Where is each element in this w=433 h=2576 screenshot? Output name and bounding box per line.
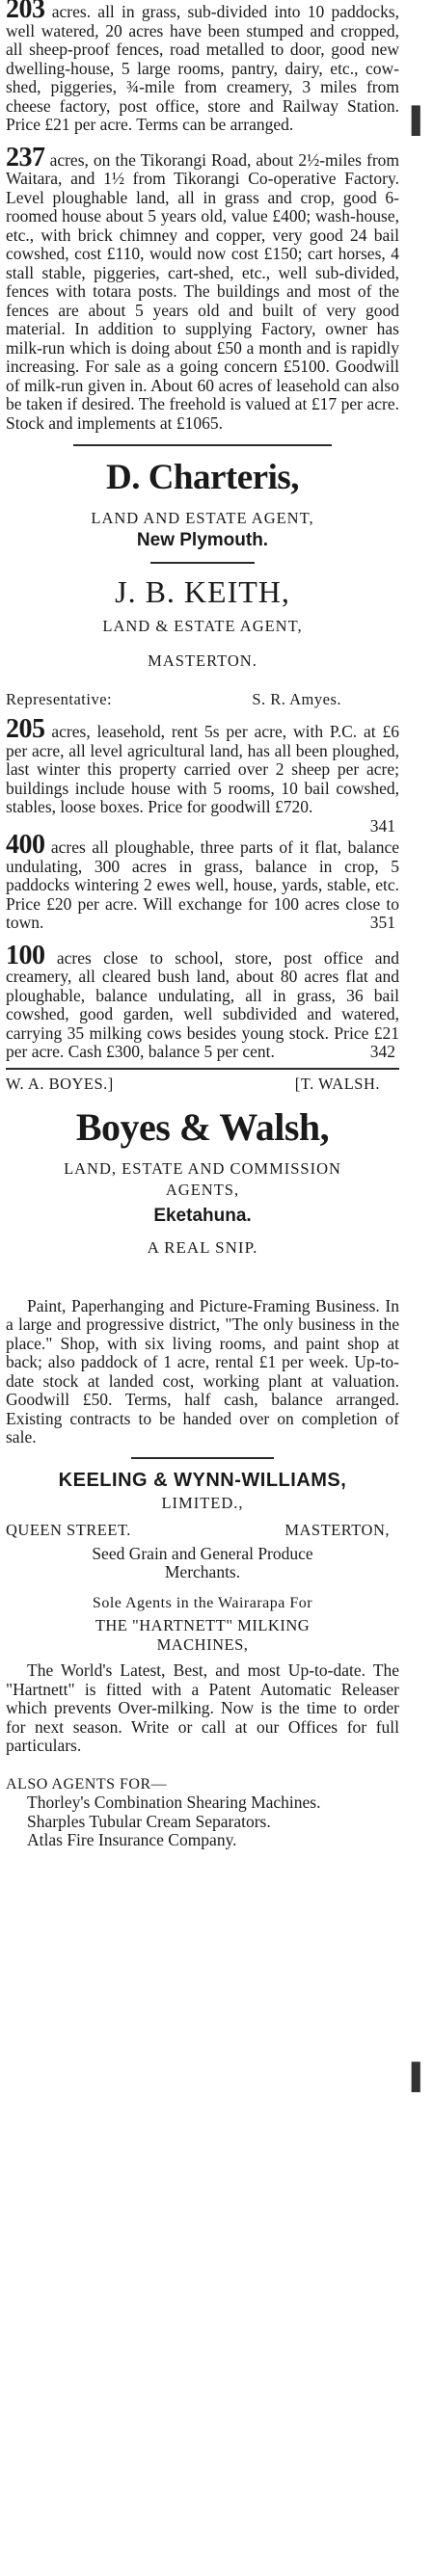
listing-205-body [6,714,400,817]
divider [150,562,255,564]
keith-representative [6,689,370,710]
listing-100-ref: 342 [369,1042,395,1061]
boyes-walsh-town: Eketahuna. [153,1205,252,1226]
keith-rep-label: Representative: [6,690,113,708]
keeling-also-item-2: Sharples Tubular Cream Separators. [27,1811,271,1831]
listing-203-number: 203 [6,0,45,24]
keeling-agents-line: Sole Agents in the Wairarapa For [92,1594,313,1611]
keeling-town: MASTERTON, [284,1520,390,1539]
charteris-name: D. Charteris, [105,458,300,497]
divider [73,444,332,446]
listing-203-body [6,0,399,135]
listing-205-number: 205 [6,714,45,744]
keeling-line-1: Seed Grain and General Produce [92,1543,313,1563]
partner-left: W. A. BOYES.] [6,1074,114,1093]
advertisement-column [6,0,399,1850]
listing-237-body [6,142,400,434]
listing-237-number: 237 [6,142,45,173]
listing-400 [6,830,399,933]
boyes-walsh-text: Paint, Paperhanging and Picture-Framing Business. In a large and progressive district, "The only business in the place." Shop, with six living rooms, and paint shop at back; also paddock of 1 acre, rental £1 per week. Up-to-date stock at landed cost, working plant at valuation. Goodwill £50. Terms, half cash, balance arranged. Existing contracts to be handed over on completion of sale. [6,1295,399,1447]
keith-name: J. B. KEITH, [115,574,290,609]
partner-names [6,1074,399,1095]
listing-203-text: acres. all in grass, sub-divided into 10 paddocks, well watered, 20 acres have been stumped and cropped, all sheep-proof fences, road metalled to door, good new dwelling-house, 5 large rooms, pantry, dairy, etc., cow-shed, piggeries, ¾-mile from creamery, 3 miles from cheese factory, post office, store and Railway Station. Price £21 per acre. Terms can be arranged. [6,2,400,134]
keeling-limited: LIMITED., [161,1493,244,1512]
listing-400-ref: 351 [369,913,395,932]
keeling-name: KEELING & WYNN-WILLIAMS, [58,1469,347,1491]
keith-role: LAND & ESTATE AGENT, [102,617,303,635]
boyes-walsh-role-1: LAND, ESTATE AND COMMISSION [64,1158,341,1178]
listing-100-number: 100 [6,940,45,970]
listing-400-number: 400 [6,830,45,860]
keeling-line-2: Merchants. [164,1562,241,1581]
listing-205 [6,714,400,836]
listing-237-text: acres, on the Tikorangi Road, about 2½-miles from Waitara, and 1½ from Tikorangi Co-operative Factory. Level ploughable land, all in grass and crop, good 6-roomed house about 5 years old, value £400; wash-house, etc., with brick chimney and copper, very good 24 bail cowshed, cost £110, would now cost £150; cart horses, 4 stall stable, piggeries, cart-shed, etc., well sub-divided, fences with totara posts. The buildings and most of the fences are about 5 years old and built of very good material. In addition to supplying Factory, owner has milk-run which is doing about £50 a month and is rapidly increasing. For sale as a going concern £5100. Goodwill of milk-run given in. About 60 acres of leasehold can also be taken if desired. The freehold is valued at £17 per acre. Stock and implements at £1065. [6,149,400,433]
neighbour-column-fragment: ▌ [411,106,429,134]
partner-right: [T. WALSH. [294,1074,380,1093]
keeling-also-label: ALSO AGENTS FOR— [6,1775,168,1793]
listing-100-body [6,940,399,1062]
listing-400-text: acres all ploughable, three parts of it flat, balance undulating, 300 acres in grass, balance in crop, 5 paddocks wintering 2 ewes well, house, yards, stable, etc. Price £20 per acre. Will exchange for 100 acres close to town. [6,837,399,932]
keeling-also-item-3: Atlas Fire Insurance Company. [27,1830,237,1849]
charteris-town: New Plymouth. [136,530,269,550]
keeling-product-1: THE "HARTNETT" MILKING [95,1616,311,1634]
keith-town: MASTERTON. [148,651,257,670]
keeling-advert [6,1469,399,1850]
keith-rep-name: S. R. Amyes. [252,690,341,708]
boyes-walsh-advert [6,1074,399,1447]
keeling-text: The World's Latest, Best, and most Up-to-date. The "Hartnett" is fitted with a Patent Automatic Releaser which prevents Over-milking. Now is the time to order for next season. Write or call at our Offices for full particulars. [6,1660,399,1755]
listing-205-ref: 341 [369,815,395,836]
boyes-walsh-name: Boyes & Walsh, [75,1104,330,1149]
charteris-advert [6,458,399,552]
keeling-product-2: MACHINES, [156,1634,249,1654]
boyes-walsh-headline: A REAL SNIP. [147,1237,258,1257]
listing-100 [6,940,399,1062]
listing-400-body [6,830,399,933]
divider [6,1068,399,1070]
keith-advert [6,573,399,710]
listing-237 [6,142,400,434]
keeling-also-item-1: Thorley's Combination Shearing Machines. [27,1793,321,1812]
divider [131,1457,274,1459]
charteris-role: LAND AND ESTATE AGENT, [91,509,314,527]
neighbour-column-fragment: ▌ [411,2062,429,2090]
keeling-street: QUEEN STREET. [6,1520,131,1539]
listing-203 [6,0,399,135]
keeling-address [6,1520,399,1541]
listing-205-text: acres, leasehold, rent 5s per acre, with P.C. at £6 per acre, all level agricultural land, has all been ploughed, last winter this property carried over 2 sheep per acre; buildings include house with 5 rooms, 10 bail cowshed, stables, loose boxes. Price for goodwill £720. [6,722,400,816]
boyes-walsh-role-2: AGENTS, [165,1180,240,1199]
listing-100-text: acres close to school, store, post office and creamery, all cleared bush land, about 80 acres flat and ploughable, balance undulating, all in grass, 36 bail cowshed, good garden, well subdivided and watered, carrying 35 milking cows besides young stock. Price £21 per acre. Cash £300, balance 5 per cent. [6,947,399,1061]
